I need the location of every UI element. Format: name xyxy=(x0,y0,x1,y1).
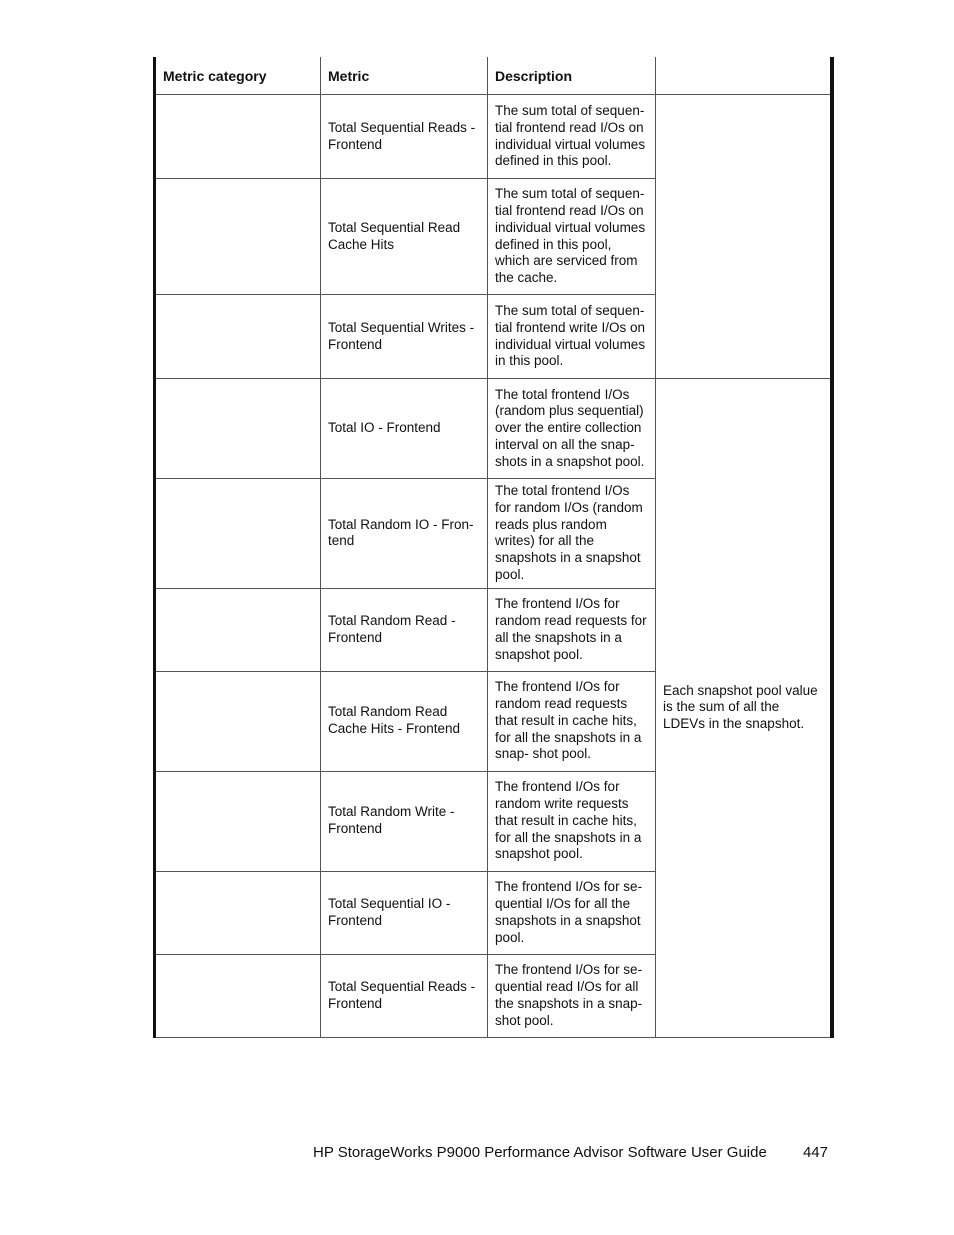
footer-document-title: HP StorageWorks P9000 Performance Advisor Software User Guide xyxy=(313,1144,767,1161)
page-footer xyxy=(313,1144,828,1161)
description-cell: The sum total of sequen- tial frontend read I/Os on individual virtual volumes defined in this pool. xyxy=(488,95,656,179)
footer-page-number: 447 xyxy=(802,1144,828,1161)
header-note xyxy=(656,57,832,95)
category-cell xyxy=(155,379,321,479)
metric-cell: Total Sequential Reads - Frontend xyxy=(321,954,488,1037)
header-description: Description xyxy=(488,57,656,95)
note-cell xyxy=(656,95,832,379)
metric-cell: Total Sequential Read Cache Hits xyxy=(321,179,488,295)
category-cell xyxy=(155,871,321,954)
category-cell xyxy=(155,588,321,671)
description-cell: The frontend I/Os for random read requests for all the snapshots in a snapshot pool. xyxy=(488,588,656,671)
description-cell: The sum total of sequen- tial frontend write I/Os on individual virtual volumes in this pool. xyxy=(488,295,656,379)
category-cell xyxy=(155,95,321,179)
metric-cell: Total Random Read - Frontend xyxy=(321,588,488,671)
description-cell: The frontend I/Os for se- quential read I/Os for all the snapshots in a snap- shot pool. xyxy=(488,954,656,1037)
description-cell: The frontend I/Os for random read requests that result in cache hits, for all the snapshots in a snap- shot pool. xyxy=(488,671,656,771)
category-cell xyxy=(155,954,321,1037)
description-cell: The frontend I/Os for random write requests that result in cache hits, for all the snapshots in a snapshot pool. xyxy=(488,771,656,871)
category-cell xyxy=(155,771,321,871)
metric-cell: Total IO - Frontend xyxy=(321,379,488,479)
description-cell: The sum total of sequen- tial frontend read I/Os on individual virtual volumes defined in this pool, which are serviced from the cache. xyxy=(488,179,656,295)
metric-cell: Total Sequential Reads - Frontend xyxy=(321,95,488,179)
category-cell xyxy=(155,179,321,295)
note-cell: Each snapshot pool value is the sum of all the LDEVs in the snapshot. xyxy=(656,379,832,1038)
description-cell: The frontend I/Os for se- quential I/Os for all the snapshots in a snapshot pool. xyxy=(488,871,656,954)
header-metric-category: Metric category xyxy=(155,57,321,95)
metric-cell: Total Random Read Cache Hits - Frontend xyxy=(321,671,488,771)
metric-cell: Total Random IO - Fron- tend xyxy=(321,479,488,589)
description-cell: The total frontend I/Os for random I/Os (random reads plus random writes) for all the snapshots in a snapshot pool. xyxy=(488,479,656,589)
header-metric: Metric xyxy=(321,57,488,95)
table-header-row xyxy=(155,57,832,95)
metric-cell: Total Sequential IO - Frontend xyxy=(321,871,488,954)
category-cell xyxy=(155,479,321,589)
metrics-table xyxy=(153,57,834,1038)
table-row xyxy=(155,95,832,179)
category-cell xyxy=(155,671,321,771)
description-cell: The total frontend I/Os (random plus sequential) over the entire collection interval on all the snap- shots in a snapshot pool. xyxy=(488,379,656,479)
category-cell xyxy=(155,295,321,379)
metric-cell: Total Random Write - Frontend xyxy=(321,771,488,871)
table-row xyxy=(155,379,832,479)
metric-cell: Total Sequential Writes - Frontend xyxy=(321,295,488,379)
